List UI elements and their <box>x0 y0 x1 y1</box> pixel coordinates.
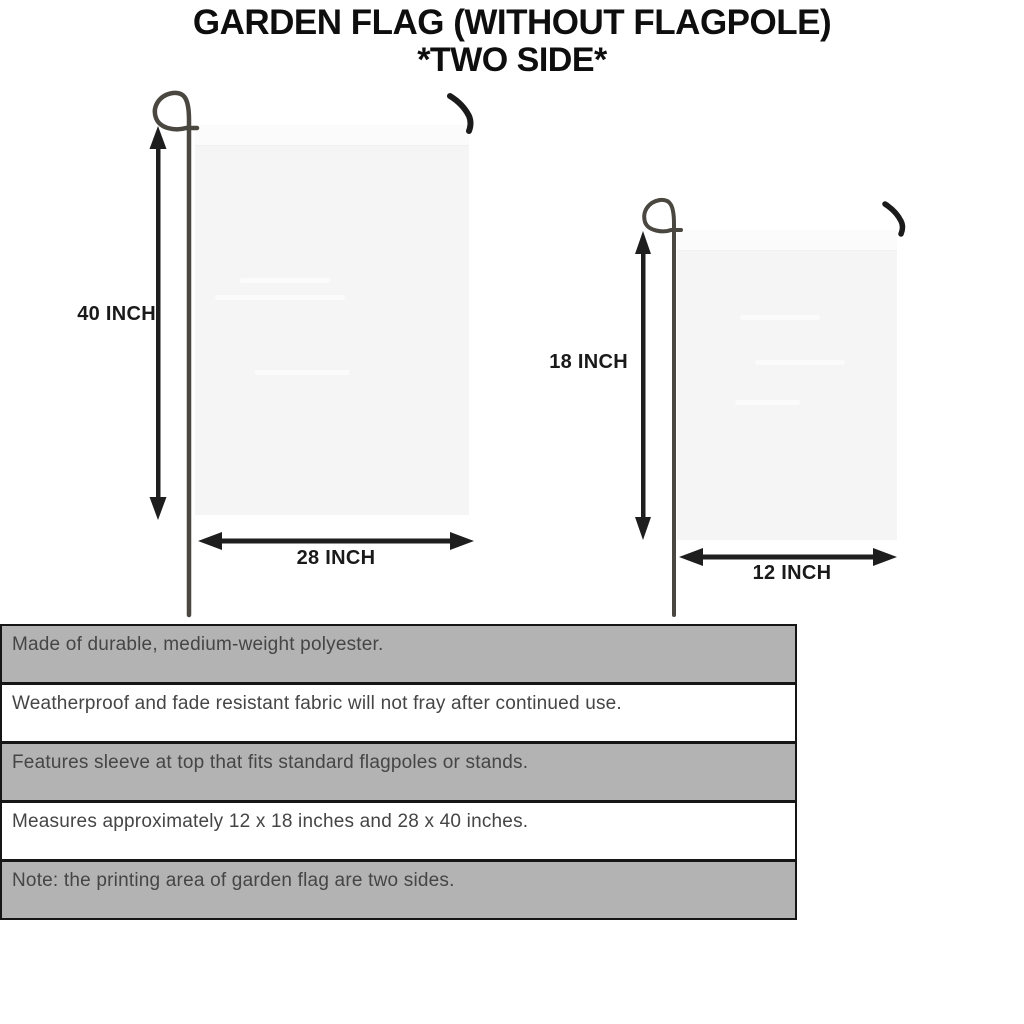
feature-row: Measures approximately 12 x 18 inches and 28 x 40 inches. <box>2 803 795 862</box>
feature-row: Weatherproof and fade resistant fabric will not fray after continued use. <box>2 685 795 744</box>
flag-small-preview <box>677 230 897 540</box>
title-block <box>0 4 1024 79</box>
flag-small-sleeve <box>677 230 897 251</box>
flag-large-preview <box>195 125 469 515</box>
flag-crease <box>740 315 820 320</box>
flag-crease <box>240 278 330 283</box>
page-title: GARDEN FLAG (WITHOUT FLAGPOLE) <box>192 3 832 42</box>
dimension-label-height-small: 18 INCH <box>549 351 628 373</box>
flag-crease <box>255 370 350 375</box>
features-table <box>0 624 797 920</box>
feature-row: Note: the printing area of garden flag are two sides. <box>2 862 795 918</box>
height-arrow-small <box>635 231 651 540</box>
feature-row: Features sleeve at top that fits standard flagpoles or stands. <box>2 744 795 803</box>
flag-crease <box>215 295 345 300</box>
flagpole-large-icon <box>155 93 197 615</box>
flag-large-sleeve <box>195 125 469 146</box>
flag-crease <box>755 360 845 365</box>
flagpole-small-icon <box>644 200 681 615</box>
page-subtitle: *TWO SIDE* <box>417 40 607 79</box>
dimension-label-width-small: 12 INCH <box>752 562 832 584</box>
dimension-label-height-large: 40 INCH <box>77 303 156 325</box>
feature-row: Made of durable, medium-weight polyester. <box>2 626 795 685</box>
flag-crease <box>735 400 800 405</box>
dimension-label-width-large: 28 INCH <box>296 547 376 569</box>
